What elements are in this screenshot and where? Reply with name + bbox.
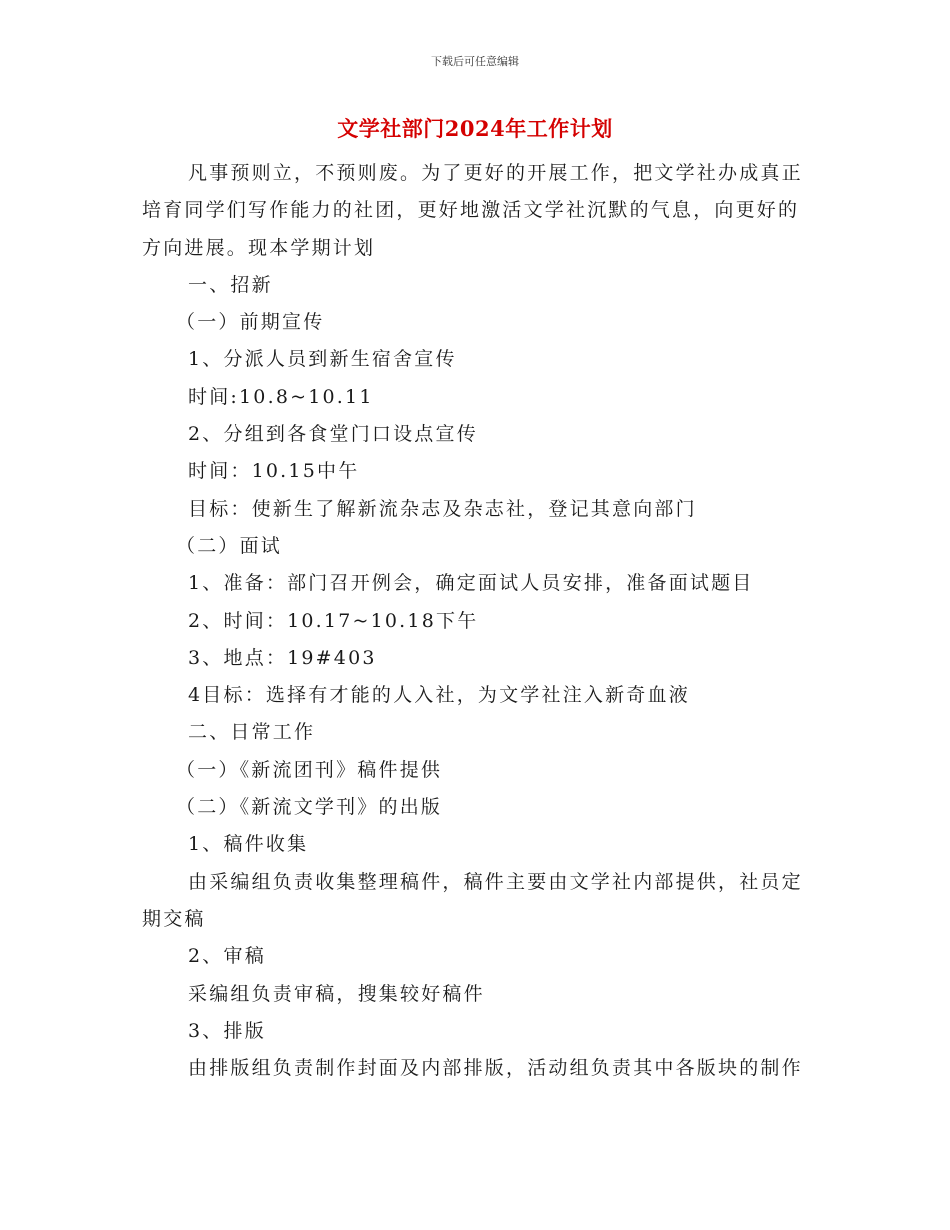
list-item: 3、地点：19#403 [188, 646, 377, 669]
section-heading-daily: 二、日常工作 [188, 721, 316, 744]
document-body [142, 155, 812, 1087]
intro-paragraph: 凡事预则立，不预则废。为了更好的开展工作，把文学社办成真正培育同学们写作能力的社团，更好地激活文学社沉默的气息，向更好的方向进展。现本学期计划 [142, 162, 803, 259]
layout-heading: 3、排版 [188, 1019, 266, 1042]
time-line: 时间:10.8~10.11 [188, 385, 374, 408]
list-item: 1、稿件收集 [188, 833, 309, 856]
subsection-heading-tuankan: （一）《新流团刊》稿件提供 [176, 758, 443, 781]
list-item: 2、时间：10.17~10.18下午 [188, 609, 479, 632]
list-item: 1、分派人员到新生宿舍宣传 [188, 348, 457, 371]
list-item: 1、准备：部门召开例会，确定面试人员安排，准备面试题目 [188, 572, 754, 595]
layout-paragraph: 由排版组负责制作封面及内部排版，活动组负责其中各版块的制作 [188, 1057, 803, 1080]
list-item: 4目标：选择有才能的人入社，为文学社注入新奇血液 [188, 684, 690, 707]
review-paragraph: 采编组负责审稿，搜集较好稿件 [188, 982, 485, 1005]
subsection-heading-wenxuekan: （二）《新流文学刊》的出版 [176, 796, 443, 819]
download-note: 下载后可任意编辑 [431, 55, 519, 68]
subsection-heading-interview: （二）面试 [176, 534, 283, 557]
time-line: 时间：10.15中午 [188, 460, 360, 483]
review-heading: 2、审稿 [188, 945, 266, 968]
subsection-heading-promo: （一）前期宣传 [176, 311, 325, 334]
section-heading-recruit: 一、招新 [188, 273, 273, 296]
document-title: 文学社部门2024年工作计划 [337, 116, 613, 141]
list-item: 2、分组到各食堂门口设点宣传 [188, 423, 478, 446]
collect-paragraph: 由采编组负责收集整理稿件，稿件主要由文学社内部提供，社员定期交稿 [142, 870, 803, 930]
goal-line: 目标：使新生了解新流杂志及杂志社，登记其意向部门 [188, 497, 697, 520]
